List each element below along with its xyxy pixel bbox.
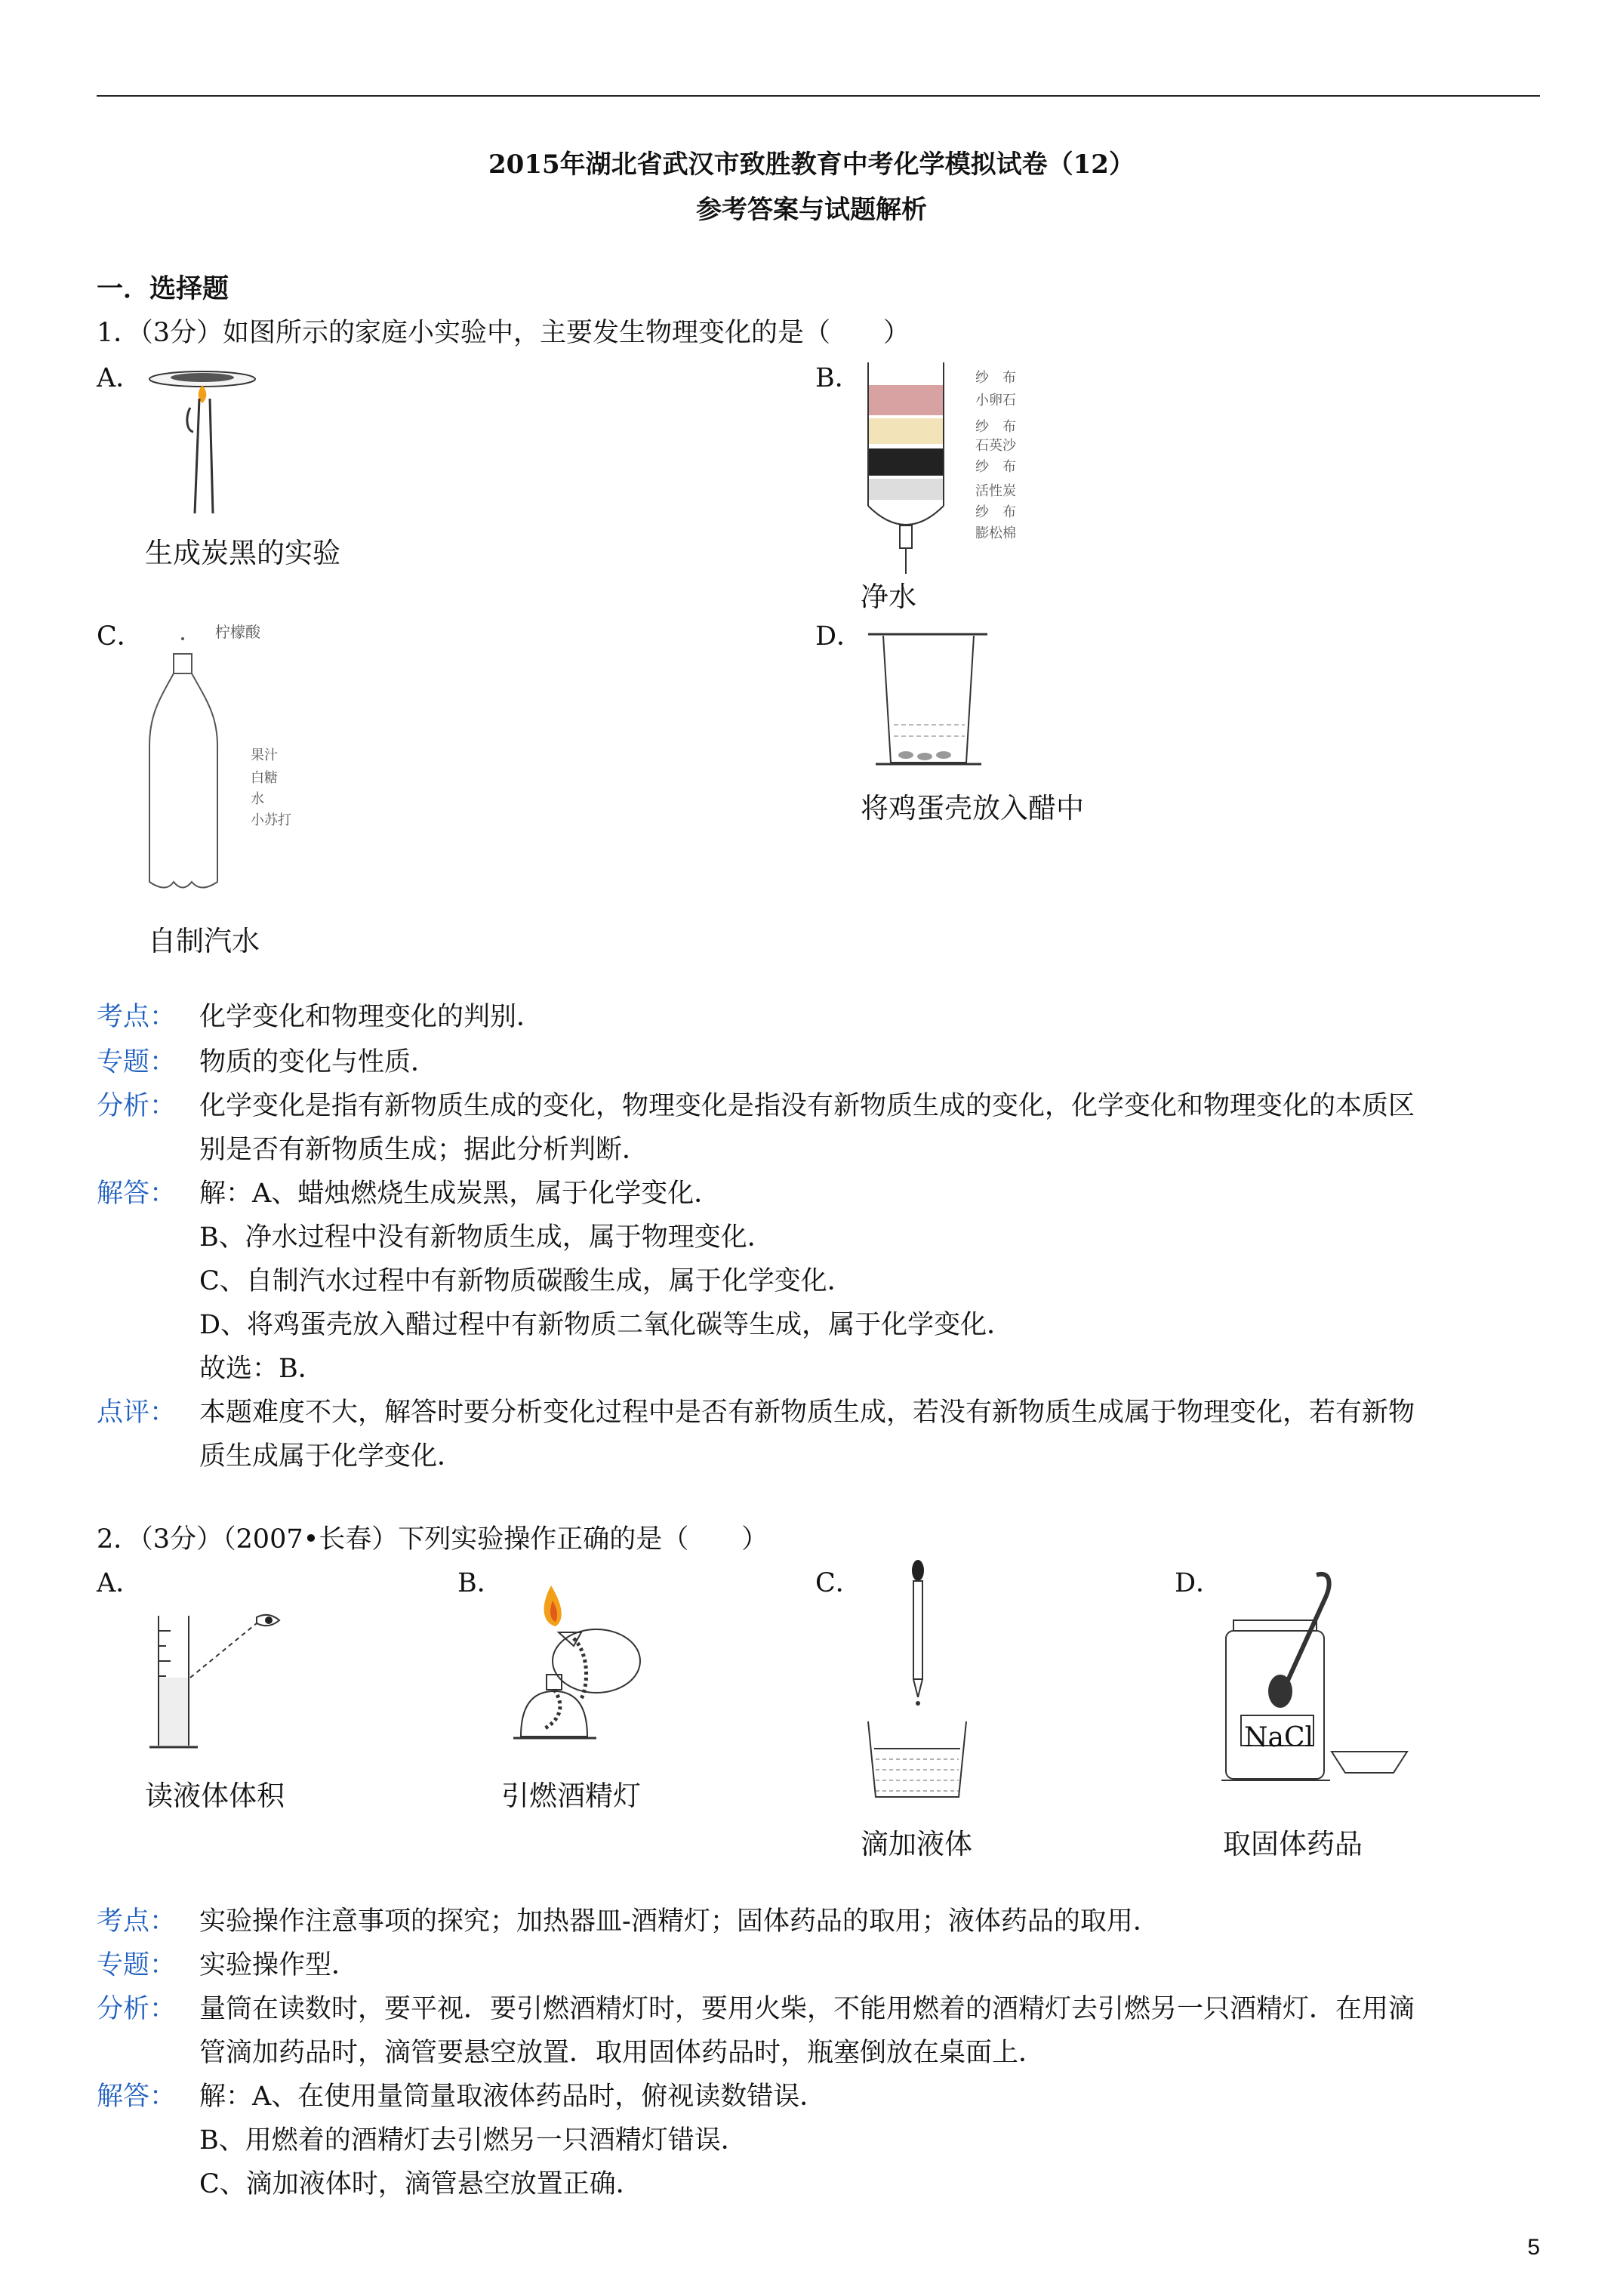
- q1-dianping-line: 质生成属于化学变化．: [199, 1441, 464, 1472]
- q1-option-b-caption: 净水: [861, 581, 916, 613]
- candle-soot-figure: [140, 362, 261, 521]
- q1-dianping-line: 本题难度不大，解答时要分析变化过程中是否有新物质生成，若没有新物质生成属于物理变化，若有新物: [199, 1398, 1415, 1428]
- q1-jieda-line: B、净水过程中没有新物质生成，属于物理变化．: [199, 1222, 774, 1253]
- q1-jieda-label: 解答：: [97, 1179, 177, 1209]
- filter-label: 小卵石: [975, 393, 1016, 408]
- q1-jieda-line: 解：A、蜡烛燃烧生成炭黑，属于化学变化．: [199, 1179, 721, 1209]
- q1-option-a-caption: 生成炭黑的实验: [145, 537, 340, 569]
- q1-option-d-letter: D．: [815, 621, 864, 652]
- nacl-bottle-figure: [1218, 1570, 1415, 1797]
- q1-jieda-line: D、将鸡蛋壳放入醋过程中有新物质二氧化碳等生成，属于化学变化．: [199, 1310, 1014, 1340]
- q2-jieda-line: C、滴加液体时，滴管悬空放置正确．: [199, 2169, 642, 2199]
- q1-zhuanti-text: 物质的变化与性质．: [199, 1047, 438, 1077]
- q2-kaodian-text: 实验操作注意事项的探究；加热器皿-酒精灯；固体药品的取用；液体药品的取用．: [199, 1906, 1160, 1937]
- q1-option-d-caption: 将鸡蛋壳放入醋中: [861, 792, 1084, 824]
- q2-option-b-caption: 引燃酒精灯: [501, 1780, 641, 1812]
- q2-kaodian-label: 考点：: [97, 1906, 177, 1937]
- q1-fenxi-line: 化学变化是指有新物质生成的变化，物理变化是指没有新物质生成的变化，化学变化和物理变化的本质区: [199, 1091, 1415, 1121]
- water-filter-figure: [861, 355, 951, 581]
- filter-label: 石英沙: [975, 438, 1016, 454]
- graduated-cylinder-figure: [143, 1608, 310, 1759]
- q2-jieda-line: B、用燃着的酒精灯去引燃另一只酒精灯错误．: [199, 2125, 747, 2156]
- q1-fenxi-line: 别是否有新物质生成；据此分析判断．: [199, 1135, 649, 1165]
- page-title: 2015年湖北省武汉市致胜教育中考化学模拟试卷（12）: [488, 149, 1135, 180]
- q2-option-d-letter: D．: [1175, 1568, 1223, 1598]
- filter-label: 纱 布: [975, 370, 1016, 386]
- filter-label: 纱 布: [975, 504, 1016, 520]
- alcohol-lamps-figure: [498, 1578, 672, 1752]
- header-rule: [97, 95, 1540, 97]
- section-heading: 一．选择题: [97, 273, 229, 304]
- page-number: 5: [1527, 2235, 1540, 2260]
- q1-jieda-line: 故选：B．: [199, 1354, 325, 1384]
- q2-option-c-letter: C．: [815, 1568, 862, 1598]
- nacl-label: NaCl: [1244, 1722, 1314, 1753]
- q1-dianping-label: 点评：: [97, 1398, 177, 1428]
- q1-kaodian-label: 考点：: [97, 1002, 177, 1032]
- filter-label: 膨松棉: [975, 525, 1016, 541]
- q1-zhuanti-label: 专题：: [97, 1047, 177, 1077]
- q1-option-c-letter: C．: [97, 621, 143, 652]
- bottle-top-label: 柠檬酸: [215, 623, 260, 641]
- q2-zhuanti-text: 实验操作型．: [199, 1950, 359, 1980]
- q1-option-b-letter: B．: [815, 363, 861, 393]
- bottle-side-label: 小苏打: [251, 812, 291, 828]
- page-subtitle: 参考答案与试题解析: [696, 195, 927, 225]
- q2-option-d-caption: 取固体药品: [1223, 1828, 1363, 1860]
- q2-option-b-letter: B．: [457, 1568, 504, 1598]
- q2-zhuanti-label: 专题：: [97, 1950, 177, 1980]
- q2-stem: 2．（3分）（2007•长春）下列实验操作正确的是（ ）: [97, 1524, 768, 1555]
- soda-bottle-figure: [143, 633, 234, 897]
- filter-label: 活性炭: [975, 483, 1016, 499]
- q2-fenxi-line: 管滴加药品时，滴管要悬空放置．取用固体药品时，瓶塞倒放在桌面上．: [199, 2038, 1046, 2068]
- bottle-side-label: 果汁: [251, 747, 278, 763]
- q2-jieda-line: 解：A、在使用量筒量取液体药品时，俯视读数错误．: [199, 2082, 827, 2112]
- q2-fenxi-line: 量筒在读数时，要平视．要引燃酒精灯时，要用火柴，不能用燃着的酒精灯去引燃另一只酒精灯．在用滴: [199, 1994, 1415, 2024]
- q2-option-a-letter: A．: [97, 1568, 143, 1598]
- q2-option-c-caption: 滴加液体: [861, 1828, 972, 1860]
- filter-label: 纱 布: [975, 459, 1016, 475]
- q1-option-c-caption: 自制汽水: [148, 925, 260, 957]
- q2-fenxi-label: 分析：: [97, 1994, 177, 2024]
- q1-option-a-letter: A．: [97, 363, 143, 393]
- q1-jieda-line: C、自制汽水过程中有新物质碳酸生成，属于化学变化．: [199, 1266, 854, 1296]
- q1-fenxi-label: 分析：: [97, 1091, 177, 1121]
- q2-jieda-label: 解答：: [97, 2082, 177, 2112]
- eggshell-beaker-figure: [861, 627, 996, 770]
- bottle-side-label: 白糖: [251, 770, 278, 786]
- q2-option-a-caption: 读液体体积: [145, 1780, 285, 1812]
- q1-kaodian-text: 化学变化和物理变化的判别．: [199, 1002, 544, 1032]
- filter-label: 纱 布: [975, 419, 1016, 435]
- q1-stem: 1．（3分）如图所示的家庭小实验中，主要发生物理变化的是（ ）: [97, 318, 910, 348]
- bottle-side-label: 水: [251, 791, 264, 807]
- dropper-beaker-figure: [861, 1555, 974, 1804]
